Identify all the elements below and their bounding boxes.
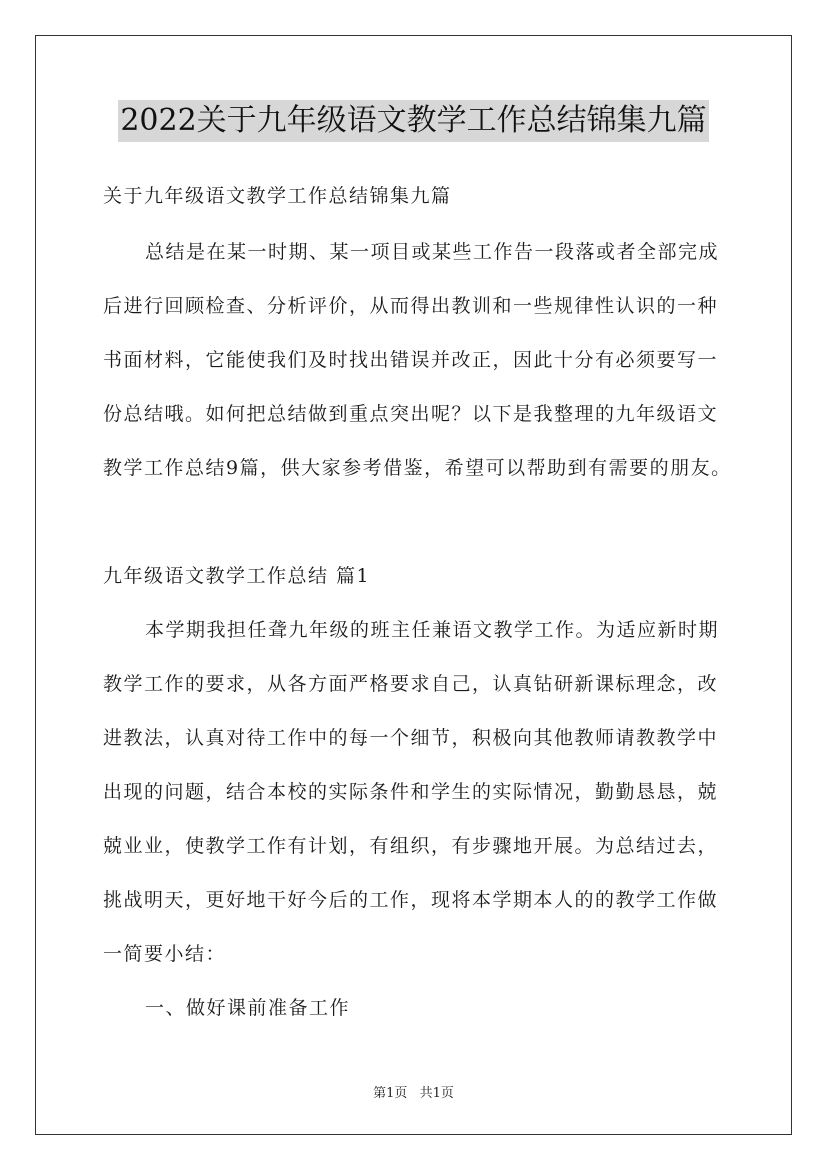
section-heading: 九年级语文教学工作总结 篇1 [103, 565, 371, 587]
section-line: 进教法，认真对待工作中的每一个细节，积极向其他教师请教教学中 [103, 727, 719, 749]
document-body [103, 0, 743, 1170]
document-subtitle: 关于九年级语文教学工作总结锦集九篇 [103, 185, 452, 207]
intro-line: 教学工作总结9篇，供大家参考借鉴，希望可以帮助到有需要的朋友。 [103, 457, 732, 479]
subheading: 一、做好课前准备工作 [145, 997, 351, 1019]
intro-line: 书面材料，它能使我们及时找出错误并改正，因此十分有必须要写一 [103, 349, 719, 371]
intro-line: 总结是在某一时期、某一项目或某些工作告一段落或者全部完成 [145, 241, 720, 263]
section-line: 兢业业，使教学工作有计划，有组织，有步骤地开展。为总结过去， [103, 835, 719, 857]
document-title: 2022关于九年级语文教学工作总结锦集九篇 [118, 100, 708, 142]
page-footer [0, 1082, 827, 1101]
section-line: 出现的问题，结合本校的实际条件和学生的实际情况，勤勤恳恳，兢 [103, 781, 719, 803]
page-total: 共1页 [419, 1086, 454, 1101]
section-line: 一简要小结： [103, 943, 227, 965]
section-line: 本学期我担任聋九年级的班主任兼语文教学工作。为适应新时期 [145, 619, 720, 641]
section-line: 教学工作的要求，从各方面严格要求自己，认真钻研新课标理念，改 [103, 673, 719, 695]
intro-line: 后进行回顾检查、分析评价，从而得出教训和一些规律性认识的一种 [103, 295, 719, 317]
page-current: 第1页 [373, 1086, 408, 1101]
section-line: 挑战明天，更好地干好今后的工作，现将本学期本人的的教学工作做 [103, 889, 719, 911]
intro-line: 份总结哦。如何把总结做到重点突出呢？以下是我整理的九年级语文 [103, 403, 719, 425]
